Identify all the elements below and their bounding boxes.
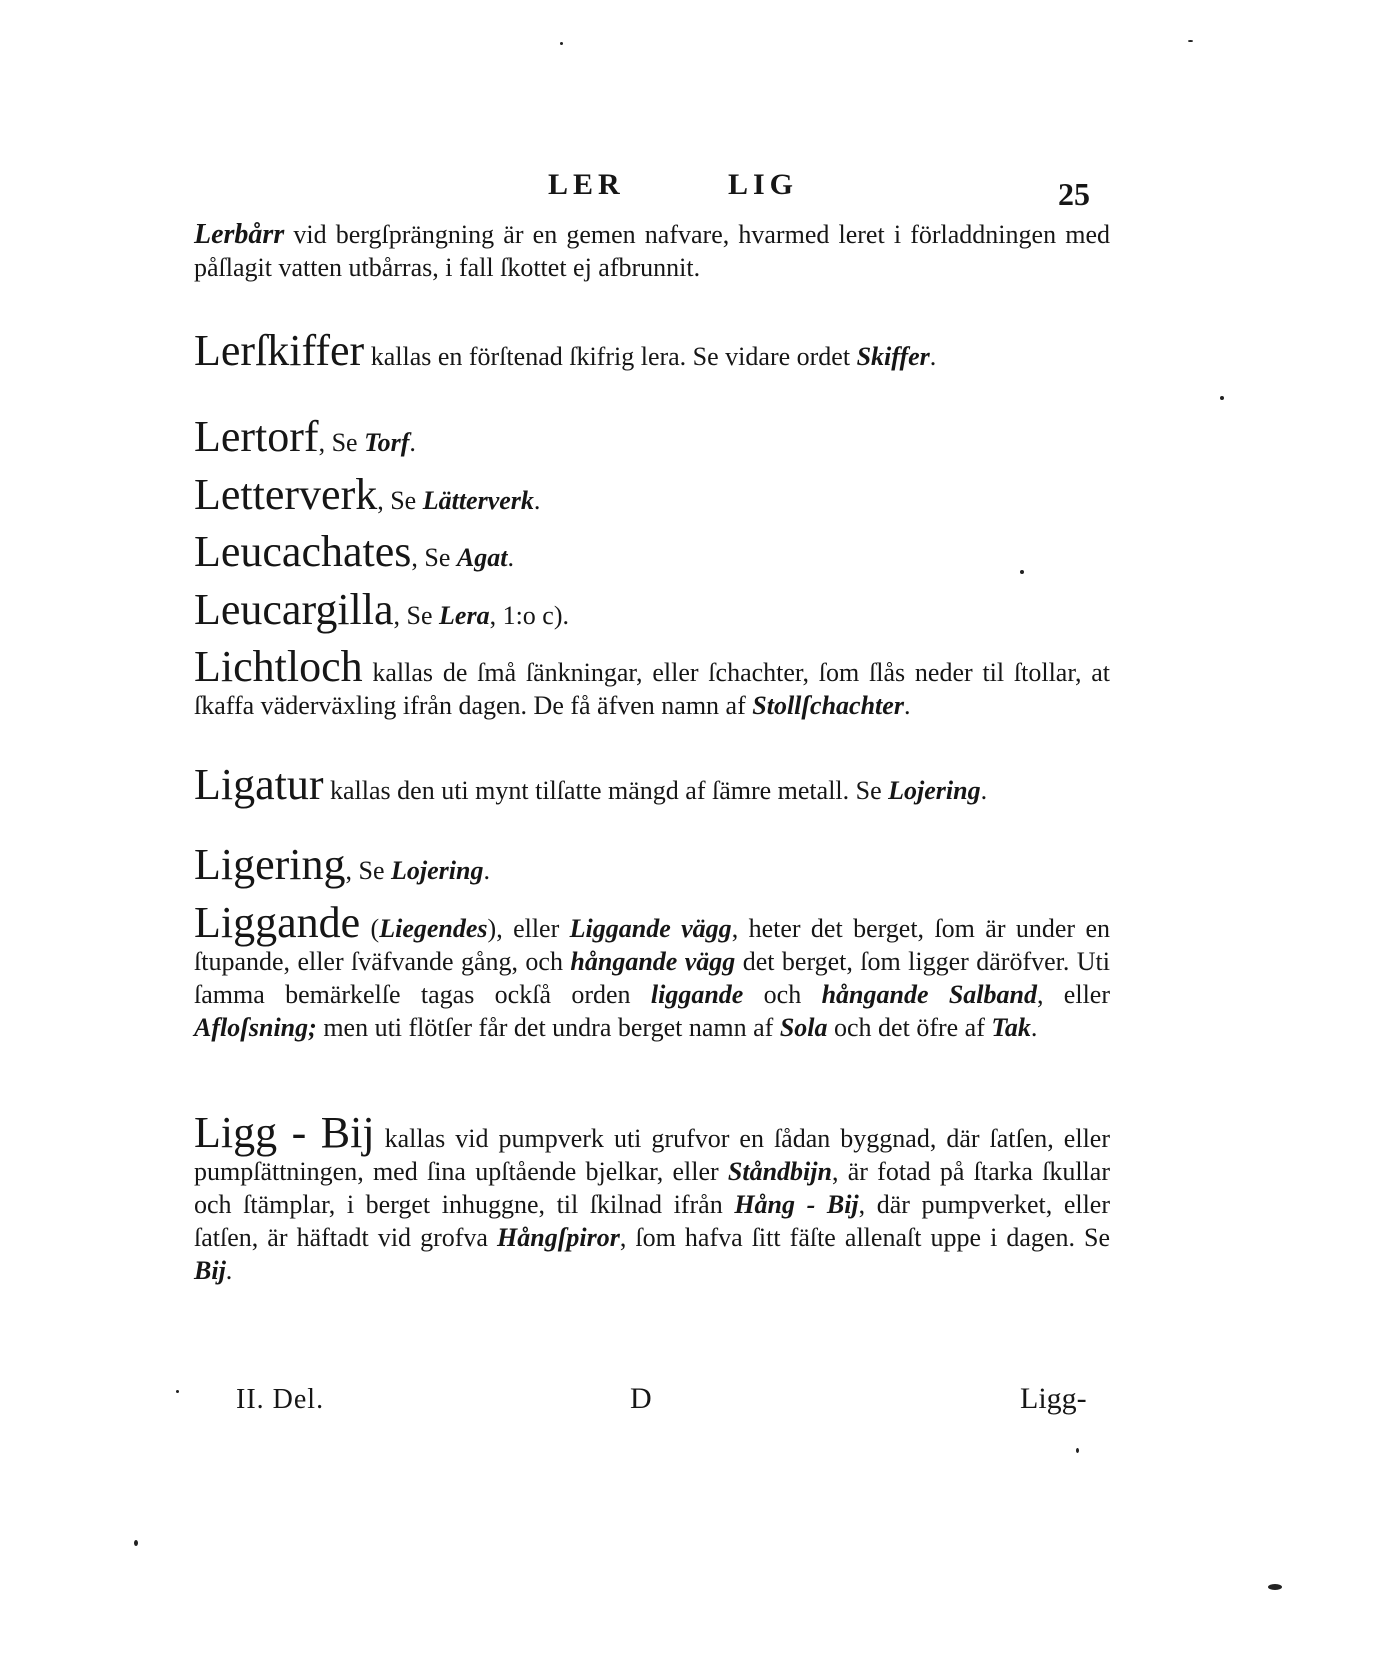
entry-text: och det öfre af: [827, 1013, 992, 1042]
entry-leucargilla: [194, 585, 1110, 634]
ink-speck: [176, 1390, 179, 1393]
entry-text: kallas vid pumpverk uti grufvor en ſådan byggnad, där ſatſen, eller pumpſättningen, med ſina upſtående bjelkar, eller: [194, 1124, 1110, 1186]
entry-text: det berget, ſom ligger däröfver. Uti ſamma bemärkelſe tagas ockſå orden: [194, 947, 1111, 1009]
entry-text: , Se: [377, 486, 423, 515]
cross-reference: Stollſchachter: [752, 691, 904, 720]
cross-reference: liggande: [650, 980, 744, 1009]
cross-reference: hångande vägg: [570, 947, 736, 976]
entry-text: , 1:o c).: [489, 601, 569, 630]
entry-text: .: [409, 428, 416, 457]
cross-reference: Liegendes: [379, 914, 488, 943]
cross-reference: Lätterverk: [422, 486, 534, 515]
ink-speck: [1188, 40, 1193, 42]
entry-letterverk: [194, 470, 1110, 519]
cross-reference: Tak: [991, 1013, 1031, 1042]
entry-text: .: [1030, 1013, 1038, 1042]
cross-reference: Agat: [456, 543, 508, 572]
headword: Lerbårr: [194, 219, 285, 250]
cross-reference: Hångſpiror: [497, 1223, 620, 1252]
ink-speck: [1268, 1584, 1282, 1590]
entry-lerbarr: [194, 218, 1110, 284]
ink-speck: [1020, 570, 1024, 574]
headword: Lerſkiffer: [194, 326, 365, 375]
page-number: 25: [1058, 176, 1090, 212]
entry-text: kallas den uti mynt tilſatte mängd af ſämre metall. Se: [323, 776, 889, 805]
entry-liggande: [194, 898, 1111, 1044]
entry-text: .: [533, 486, 541, 515]
cross-reference: Ståndbijn: [727, 1157, 832, 1186]
cross-reference: Hång - Bij: [734, 1190, 859, 1219]
entry-text: , ſom hafva ſitt fäſte allenaſt uppe i dagen. Se: [619, 1223, 1111, 1252]
entry-lerskiffer: [194, 326, 1110, 375]
cross-reference: Lera: [439, 601, 490, 630]
entry-text: ), eller: [487, 914, 570, 943]
entry-text: kallas en förſtenad ſkifrig lera. Se vidare ordet: [364, 342, 857, 371]
entry-text: .: [507, 543, 514, 572]
cross-reference: Bij: [194, 1256, 226, 1285]
entry-text: .: [929, 342, 937, 371]
ink-speck: [1220, 396, 1224, 400]
entry-ligatur: [194, 760, 1110, 809]
entry-text: .: [903, 691, 911, 720]
entry-text: och: [743, 980, 822, 1009]
entry-text: , Se: [318, 428, 365, 457]
cross-reference: Sola: [779, 1013, 828, 1042]
headword: Ligering: [194, 840, 346, 889]
entry-leucachates: [194, 527, 1110, 576]
entry-text: , Se: [411, 543, 457, 572]
cross-reference: Skiffer: [856, 342, 930, 371]
headword: Leucargilla: [194, 585, 394, 634]
ink-speck: [1076, 1448, 1079, 1453]
running-head-left: LER: [548, 168, 625, 201]
cross-reference: Afloſsning;: [194, 1013, 317, 1042]
entry-ligering: [194, 840, 1110, 889]
headword: Ligatur: [194, 760, 324, 809]
entry-text: , Se: [393, 601, 440, 630]
entry-text: , där pumpverket, eller ſatſen, är häftadt vid grofva: [194, 1190, 1111, 1252]
entry-text: .: [980, 776, 988, 805]
entry-text: .: [483, 856, 490, 885]
entry-text: kallas de ſmå ſänkningar, eller ſchachter, ſom ſlås neder til ſtollar, at ſkaffa väderväxling ifrån dagen. De få äfven namn af: [194, 658, 1110, 720]
headword: Lertorf: [194, 412, 319, 461]
entry-text: , Se: [345, 856, 392, 885]
cross-reference: Liggande vägg: [569, 914, 732, 943]
entry-lertorf: [194, 412, 1110, 461]
ink-speck: [560, 42, 563, 45]
headword: Ligg - Bij: [194, 1108, 375, 1157]
cross-reference: Lojering: [391, 856, 484, 885]
entry-text: vid bergſprängning är en gemen nafvare, hvarmed leret i förladdningen med påſlagit vatten utbårras, i fall ſkottet ej afbrunnit.: [194, 220, 1110, 282]
signature-mark: D: [630, 1382, 652, 1415]
entry-text: .: [225, 1256, 233, 1285]
cross-reference: Torf: [364, 428, 410, 457]
entry-text: men uti flötſer får det undra berget namn af: [316, 1013, 780, 1042]
cross-reference: hångande Salband: [821, 980, 1037, 1009]
entry-lichtloch: [194, 642, 1110, 722]
catchword: Ligg-: [1020, 1382, 1087, 1415]
entry-text: , heter det berget, ſom är under en ſtupande, eller ſväfvande gång, och: [194, 914, 1110, 976]
entry-text: (: [360, 914, 380, 943]
entry-text: , är fotad på ſtarka ſkullar och ſtämplar, i berget inhuggne, til ſkilnad ifrån: [194, 1157, 1110, 1219]
entry-text: , eller: [1036, 980, 1110, 1009]
headword: Lichtloch: [194, 642, 363, 691]
headword: Leucachates: [194, 527, 412, 576]
entry-ligg-bij: [194, 1108, 1111, 1287]
headword: Letterverk: [194, 470, 378, 519]
ink-speck: [134, 1540, 138, 1546]
cross-reference: Lojering: [888, 776, 981, 805]
fold-mark: II. Del.: [236, 1384, 325, 1415]
running-head-right: LIG: [728, 168, 799, 201]
headword: Liggande: [194, 898, 361, 947]
